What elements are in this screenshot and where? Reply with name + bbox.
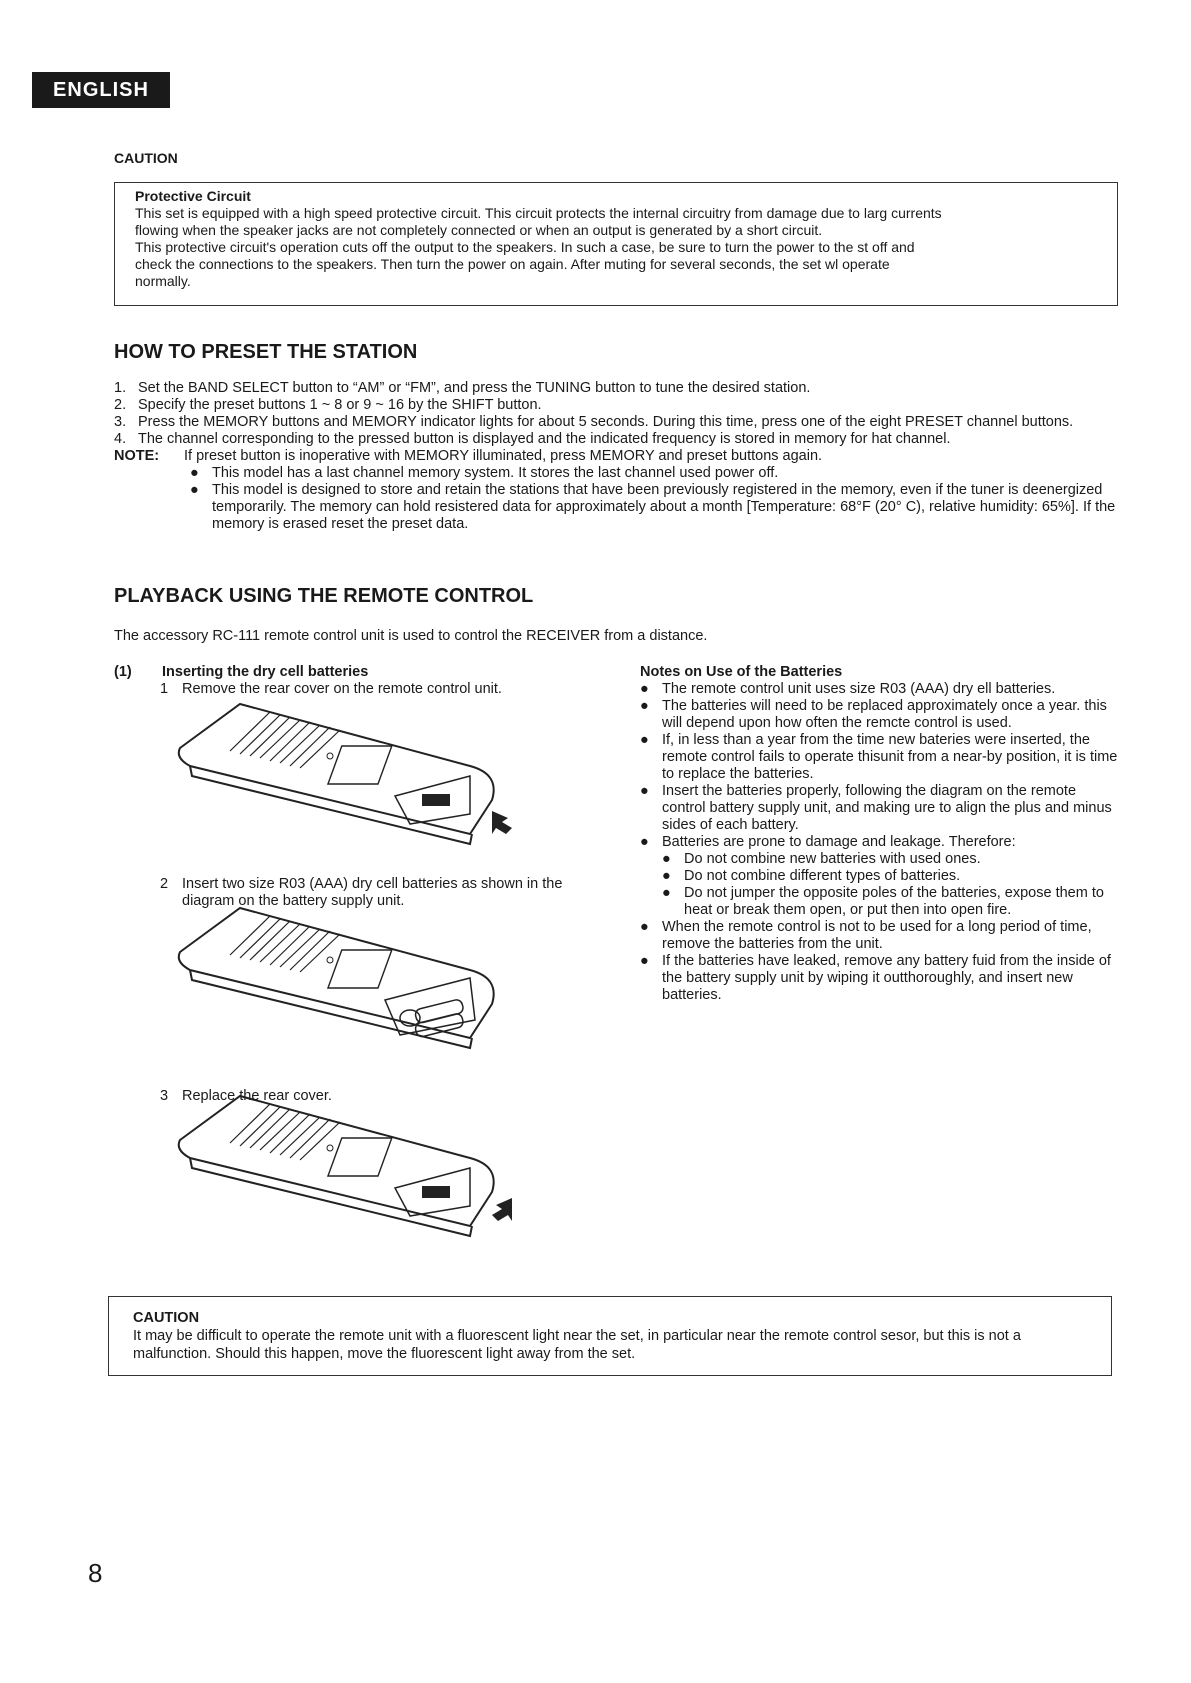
cover-replacement-illustration	[170, 1088, 530, 1238]
step-number: 3.	[114, 414, 127, 430]
caution-box-top	[114, 182, 1118, 306]
step-text: Replace the rear cover.	[182, 1088, 332, 1104]
note-text: When the remote control is not to be used for a long period of time, remove the batteries from the unit.	[662, 919, 1092, 952]
step-text: Set the BAND SELECT button to “AM” or “FM”, and press the TUNING button to tune the desired station.	[138, 380, 811, 396]
preset-step	[114, 397, 1124, 414]
caution-title-bottom: CAUTION	[133, 1310, 200, 1326]
bullet-icon: ●	[640, 698, 649, 714]
preset-steps	[114, 380, 1124, 533]
caution-line: flowing when the speaker jacks are not completely connected or when an output is generated by a short circuit.	[135, 222, 823, 238]
caution-title-top: CAUTION	[114, 150, 178, 166]
note-text: Insert the batteries properly, following the diagram on the remote control battery supply unit, and making ure to align the plus and minus sides of each battery.	[662, 783, 1112, 833]
note-text: If preset button is inoperative with MEMORY illuminated, press MEMORY and preset buttons again.	[184, 448, 823, 464]
bullet-icon: ●	[190, 482, 199, 498]
bullet-icon: ●	[662, 868, 671, 884]
preset-heading: HOW TO PRESET THE STATION	[114, 341, 418, 363]
note-bullet	[114, 482, 1124, 533]
sub-note-item	[640, 868, 1122, 885]
battery-notes	[640, 664, 1122, 1004]
section-heading	[114, 664, 614, 681]
note-item	[640, 834, 1122, 851]
bullet-icon: ●	[640, 834, 649, 850]
note-text: The batteries will need to be replaced approximately once a year. this will depend upon how often the remcte control is used.	[662, 698, 1107, 731]
bullet-icon: ●	[190, 465, 199, 481]
note-item	[640, 732, 1122, 783]
playback-heading: PLAYBACK USING THE REMOTE CONTROL	[114, 585, 534, 607]
notes-title: Notes on Use of the Batteries	[640, 664, 843, 680]
caution-line: check the connections to the speakers. Then turn the power on again. After muting for several seconds, the set wl operate	[135, 256, 890, 272]
sub-note-item	[640, 851, 1122, 868]
note-item	[640, 919, 1122, 953]
battery-insertion-illustration	[170, 900, 530, 1060]
bullet-icon: ●	[640, 953, 649, 969]
note-item	[640, 681, 1122, 698]
step-text: Specify the preset buttons 1 ~ 8 or 9 ~ 16 by the SHIFT button.	[138, 397, 542, 413]
bullet-icon: ●	[640, 681, 649, 697]
sub-note-item	[640, 885, 1122, 919]
remote-cover-removal-illustration	[170, 696, 530, 846]
step-text: The channel corresponding to the pressed button is displayed and the indicated frequency is stored in memory for hat channel.	[138, 431, 951, 447]
step-number: 3	[160, 1088, 169, 1104]
note-label: NOTE:	[114, 448, 160, 464]
note-text: Batteries are prone to damage and leakage. Therefore:	[662, 834, 1016, 850]
bullet-icon: ●	[662, 851, 671, 867]
step-text: Insert two size R03 (AAA) dry cell batteries as shown in the diagram on the battery supply unit.	[182, 876, 563, 909]
caution-subtitle: Protective Circuit	[135, 188, 251, 204]
caution-box-bottom	[108, 1296, 1112, 1376]
language-tab: ENGLISH	[32, 72, 170, 108]
section-number: (1)	[114, 664, 132, 680]
sub-note-text: Do not jumper the opposite poles of the batteries, expose them to heat or break them open, or put then into open fire.	[684, 885, 1104, 918]
preset-step	[114, 414, 1124, 431]
step-text: Press the MEMORY buttons and MEMORY indicator lights for about 5 seconds. During this time, press one of the eight PRESET channel buttons.	[138, 414, 1074, 430]
caution-line: This protective circuit's operation cuts off the output to the speakers. In such a case, be sure to turn the power to the st off and	[135, 239, 915, 255]
page-number: 8	[88, 1558, 103, 1588]
note-text: If, in less than a year from the time new bateries were inserted, the remote control fails to operate thisunit from a near-by position, it is time to replace the batteries.	[662, 732, 1118, 782]
bullet-icon: ●	[640, 783, 649, 799]
note-bullet-text: This model is designed to store and retain the stations that have been previously registered in the memory, even if the tuner is deenergized temporarily. The memory can hold resistered data for approximately about a month [Temperature: 68°F (20° C), relative humidity: 65%]. If the memory is erased reset the preset data.	[212, 482, 1116, 532]
preset-step	[114, 380, 1124, 397]
sub-note-text: Do not combine different types of batteries.	[684, 868, 961, 884]
step-number: 2	[160, 876, 169, 892]
note-text: If the batteries have leaked, remove any battery fuid from the inside of the battery supply unit by wiping it outthoroughly, and insert new batteries.	[662, 953, 1111, 1003]
caution-line: normally.	[135, 273, 191, 289]
caution-text: It may be difficult to operate the remote unit with a fluorescent light near the set, in particular near the remote control sesor, but this is not a malfunction. Should this happen, move the fluorescent light away from the set.	[133, 1328, 1021, 1362]
bullet-icon: ●	[640, 919, 649, 935]
note-item	[640, 698, 1122, 732]
bullet-icon: ●	[662, 885, 671, 901]
note-text: The remote control unit uses size R03 (AAA) dry ell batteries.	[662, 681, 1056, 697]
playback-intro: The accessory RC-111 remote control unit is used to control the RECEIVER from a distance.	[114, 628, 708, 644]
step-number: 4.	[114, 431, 127, 447]
step-text: Remove the rear cover on the remote control unit.	[182, 681, 502, 697]
preset-note	[114, 448, 1124, 465]
step-number: 1.	[114, 380, 127, 396]
note-bullet-text: This model has a last channel memory system. It stores the last channel used power off.	[212, 465, 779, 481]
sub-note-text: Do not combine new batteries with used ones.	[684, 851, 981, 867]
step-number: 1	[160, 681, 169, 697]
section-title: Inserting the dry cell batteries	[162, 664, 369, 680]
note-item	[640, 953, 1122, 1004]
note-bullet	[114, 465, 1124, 482]
note-item	[640, 783, 1122, 834]
bullet-icon: ●	[640, 732, 649, 748]
caution-line: This set is equipped with a high speed protective circuit. This circuit protects the internal circuitry from damage due to larg currents	[135, 205, 942, 221]
preset-step	[114, 431, 1124, 448]
step-number: 2.	[114, 397, 127, 413]
